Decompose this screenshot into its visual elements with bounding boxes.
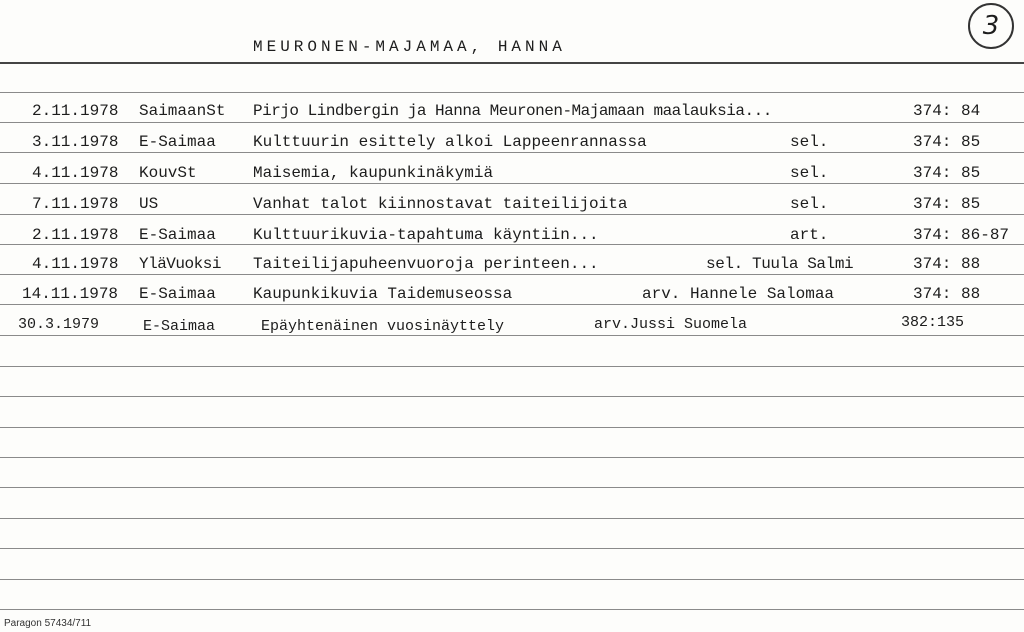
entry-source: E-Saimaa <box>139 285 216 303</box>
entry-title: Maisemia, kaupunkinäkymiä <box>253 164 494 182</box>
entry-source: KouvSt <box>139 164 197 182</box>
entry-title: Kulttuurikuvia-tapahtuma käyntiin... <box>253 226 599 244</box>
entry-source: E-Saimaa <box>139 226 216 244</box>
line-rule <box>0 457 1024 458</box>
entry-note: sel. <box>790 195 829 213</box>
entry-ref: 374: 84 <box>913 102 981 120</box>
entry-title: Taiteilijapuheenvuoroja perinteen... <box>253 255 599 273</box>
entry-date: 14.11.1978 <box>22 285 119 303</box>
line-rule <box>0 579 1024 580</box>
entry-ref: 374: 85 <box>913 133 981 151</box>
line-rule <box>0 396 1024 397</box>
card-footer: Paragon 57434/711 <box>4 618 92 629</box>
line-rule <box>0 518 1024 519</box>
entry-ref: 374: 86-87 <box>913 226 1010 244</box>
entry-source: E-Saimaa <box>143 318 216 335</box>
entry-title: Kulttuurin esittely alkoi Lappeenrannassa <box>253 133 647 151</box>
line-rule <box>0 122 1024 123</box>
entry-date: 30.3.1979 <box>18 316 100 333</box>
header-rule <box>0 62 1024 64</box>
entry-note: sel. <box>790 133 829 151</box>
card-number: 3 <box>982 11 1000 41</box>
entry-source: YläVuoksi <box>139 255 221 273</box>
entry-title: Vanhat talot kiinnostavat taiteilijoita <box>253 195 628 213</box>
entry-date: 7.11.1978 <box>32 195 119 213</box>
entry-note: art. <box>790 226 829 244</box>
entry-title: Pirjo Lindbergin ja Hanna Meuronen-Majamaan maalauksia... <box>253 102 772 120</box>
entry-title: Epäyhtenäinen vuosinäyttely <box>261 318 505 335</box>
entry-note: arv. Hannele Salomaa <box>642 285 835 303</box>
entry-note: sel. <box>790 164 829 182</box>
line-rule <box>0 152 1024 153</box>
entry-ref: 374: 85 <box>913 164 981 182</box>
line-rule <box>0 244 1024 245</box>
entry-date: 4.11.1978 <box>32 255 119 273</box>
entry-date: 4.11.1978 <box>32 164 119 182</box>
entry-source: SaimaanSt <box>139 102 226 120</box>
entry-ref: 374: 88 <box>913 255 981 273</box>
line-rule <box>0 487 1024 488</box>
entry-note: sel. Tuula Salmi <box>706 255 854 273</box>
line-rule <box>0 548 1024 549</box>
line-rule <box>0 214 1024 215</box>
entry-ref: 374: 85 <box>913 195 981 213</box>
card-title: MEURONEN-MAJAMAA, HANNA <box>253 38 566 56</box>
entry-date: 2.11.1978 <box>32 226 119 244</box>
entry-date: 3.11.1978 <box>32 133 119 151</box>
entry-ref: 374: 88 <box>913 285 981 303</box>
line-rule <box>0 427 1024 428</box>
entry-ref: 382:135 <box>901 314 965 331</box>
entry-title: Kaupunkikuvia Taidemuseossa <box>253 285 513 303</box>
line-rule <box>0 304 1024 305</box>
line-rule <box>0 274 1024 275</box>
entry-date: 2.11.1978 <box>32 102 119 120</box>
line-rule <box>0 366 1024 367</box>
entry-source: US <box>139 195 159 213</box>
line-rule <box>0 92 1024 93</box>
line-rule <box>0 183 1024 184</box>
entry-source: E-Saimaa <box>139 133 216 151</box>
line-rule <box>0 609 1024 610</box>
card-number-circle <box>968 3 1014 49</box>
entry-note: arv.Jussi Suomela <box>594 316 748 333</box>
